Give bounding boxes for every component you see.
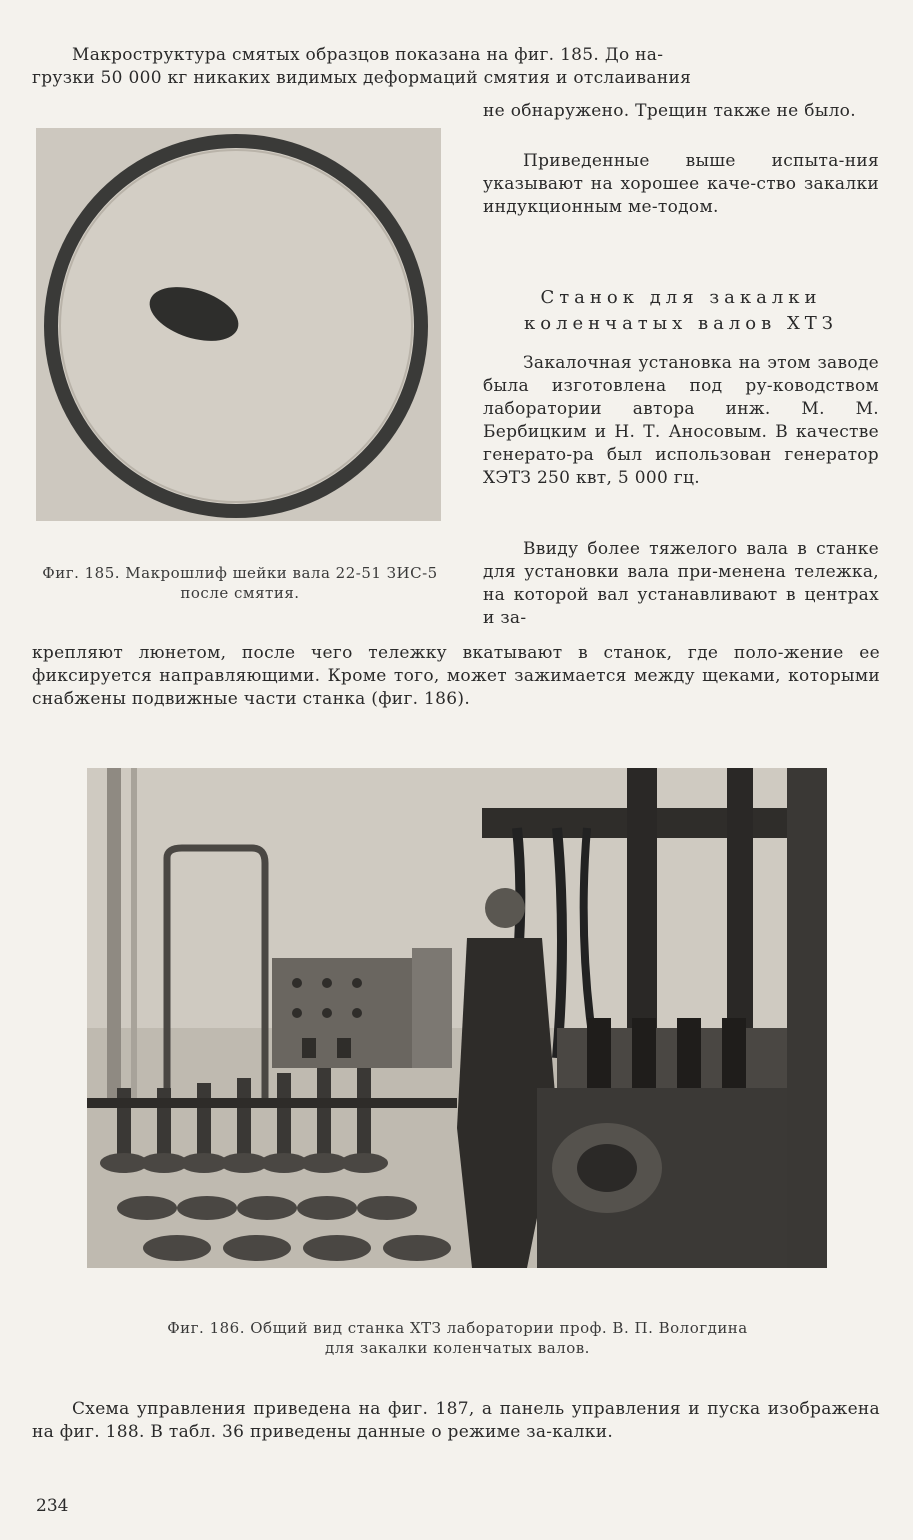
paragraph-cart-right: Ввиду более тяжелого вала в станке для установки вала при-менена тележка, на которой вал устанавливают в центрах и за- — [483, 539, 879, 628]
figure-186-caption-line2: для закалки коленчатых валов. — [325, 1339, 590, 1357]
figure-185-caption: Фиг. 185. Макрошлиф шейки вала 22-51 ЗИС-5 после смятия. — [42, 564, 438, 602]
figure-186-machine-photo — [87, 768, 827, 1268]
section-heading — [483, 285, 879, 337]
section-heading-line2: коленчатых валов ХТЗ — [524, 313, 838, 334]
paragraph-intro-rest: не обнаружено. Трещин также не было. — [483, 101, 856, 121]
paragraph-cart-full: крепляют люнетом, после чего тележку вкатывают в станок, где поло-жение ее фиксируется направляющими. Кроме того, может зажимается между щеками, которыми снабжены подвижные части станка (фиг. 186). — [32, 643, 880, 709]
paragraph-control-scheme: Схема управления приведена на фиг. 187, а панель управления и пуска изображена на фиг. 188. В табл. 36 приведены данные о режиме за-калки. — [32, 1399, 880, 1442]
paragraph-intro-full — [32, 44, 880, 90]
paragraph-intro-line2: грузки 50 000 кг никаких видимых деформаций смятия и отслаивания — [32, 68, 692, 88]
figure-186-caption-line1: Фиг. 186. Общий вид станка ХТЗ лаборатории проф. В. П. Вологдина — [167, 1319, 748, 1337]
paragraph-tests-conclusion: Приведенные выше испыта-ния указывают на хорошее каче-ство закалки индукционным ме-тодом. — [483, 151, 879, 217]
page-number: 234 — [36, 1496, 69, 1516]
figure-185-macrosection-photo — [36, 128, 441, 521]
paragraph-installation: Закалочная установка на этом заводе была изготовлена под ру-ководством лаборатории автора инж. М. М. Бербицким и Н. Т. Аносовым. В качестве генерато-ра был использован генератор ХЭТЗ 250 квт, 5 000 гц. — [483, 353, 879, 488]
figure-186-caption — [100, 1318, 815, 1358]
section-heading-line1: Станок для закалки — [540, 287, 822, 308]
paragraph-intro-line1: Макроструктура смятых образцов показана на фиг. 185. До на- — [72, 45, 664, 65]
